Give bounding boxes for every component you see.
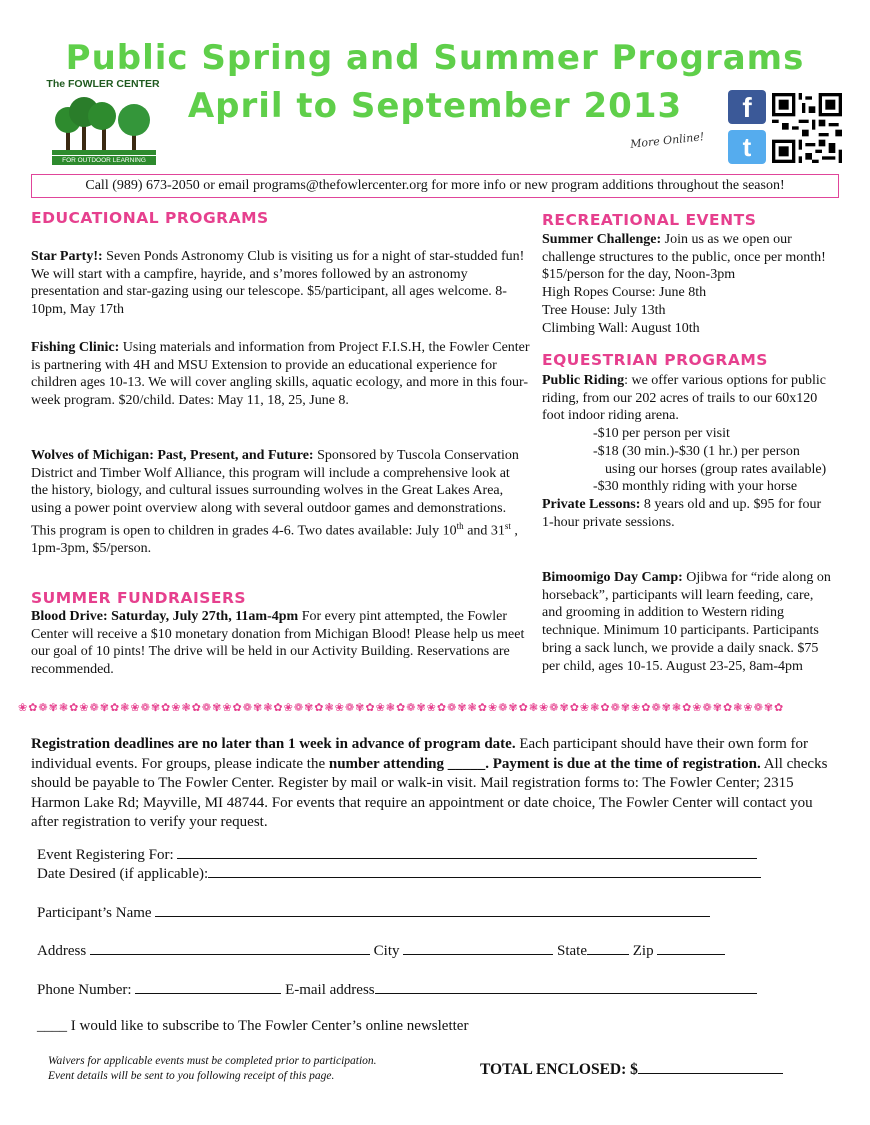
wolves-body: Sponsored by Tuscola Conservation District and Timber Wolf Alliance, this program will include a comprehensive look at the history, biology, and cultural issues surrounding wolves in the Great Lakes Area, using a power point overview along with several outdoor games and demonstrations. This program is open to children in grades 4-6. Two dates available: July 10 xyxy=(31,448,519,539)
wolves-end: , 1pm-3pm, $5/person. xyxy=(31,523,518,557)
participant-label: Participant’s Name xyxy=(37,905,152,921)
fishing-clinic-paragraph xyxy=(31,339,531,410)
email-label: E-mail address xyxy=(285,982,375,998)
more-online-text: More Online! xyxy=(629,130,705,151)
newsletter-label: I would like to subscribe to The Fowler Center’s online newsletter xyxy=(67,1018,469,1034)
registration-text-1: Each participant should have their own form for individual events. For groups, please indicate the xyxy=(31,736,808,772)
price-line: -$30 monthly riding with your horse xyxy=(593,479,798,495)
participant-row xyxy=(37,903,710,922)
registration-text-2: All checks should be payable to The Fowler Center. Register by mail or walk-in visit. Mail registration forms to: The Fowler Center; 2315 Harmon Lake Rd; Mayville, MI 48744. For events that require an appointment or date choice, The Fowler Center will contact you after registration to verify your request. xyxy=(31,755,828,830)
day-camp-paragraph xyxy=(542,569,832,675)
logo-name: The FOWLER CENTER xyxy=(46,78,160,90)
total-label: TOTAL ENCLOSED: $ xyxy=(480,1061,638,1078)
wolves-sup-1: th xyxy=(456,520,464,531)
star-party-paragraph xyxy=(31,248,528,319)
city-label: City xyxy=(373,943,400,959)
title-line-2: April to September 2013 xyxy=(187,86,683,126)
recreational-events-heading: RECREATIONAL EVENTS xyxy=(542,211,757,229)
equestrian-programs-heading: EQUESTRIAN PROGRAMS xyxy=(542,351,768,369)
contact-banner: Call (989) 673-2050 or email programs@thefowlercenter.org for more info or new program additions throughout the season! xyxy=(31,174,839,198)
private-lessons-body: 8 years old and up. $95 for four 1-hour private sessions. xyxy=(542,496,822,530)
wolves-title: Wolves of Michigan: Past, Present, and Future: xyxy=(31,448,314,463)
newsletter-checkbox[interactable]: ____ xyxy=(37,1018,67,1034)
date-label: Date Desired (if applicable): xyxy=(37,866,209,882)
waiver-note: Waivers for applicable events must be completed prior to participation. xyxy=(48,1055,377,1067)
challenge-line: High Ropes Course: June 8th xyxy=(542,285,707,301)
event-row xyxy=(37,845,757,864)
public-riding-title: Public Riding xyxy=(542,373,625,388)
equestrian-paragraph xyxy=(542,372,832,531)
educational-programs-heading: EDUCATIONAL PROGRAMS xyxy=(31,209,269,227)
state-label: State xyxy=(557,943,588,959)
state-field[interactable] xyxy=(587,941,629,955)
twitter-icon[interactable]: t xyxy=(728,130,766,164)
newsletter-row xyxy=(37,1018,468,1035)
participant-field[interactable] xyxy=(155,903,710,917)
logo-subtitle: FOR OUTDOOR LEARNING xyxy=(52,156,156,165)
price-line: -$18 (30 min.)-$30 (1 hr.) per person xyxy=(593,443,800,459)
wolves-and: and 31 xyxy=(463,523,505,539)
trees-icon xyxy=(52,90,156,156)
price-line-cont: using our horses (group rates available) xyxy=(605,461,827,477)
wolves-paragraph xyxy=(31,447,528,558)
phone-field[interactable] xyxy=(135,980,281,994)
address-row xyxy=(37,941,725,960)
event-field[interactable] xyxy=(177,845,757,859)
summer-challenge-body: Join us as we open our challenge structures to the public, once per month! $15/person for the day, Noon-3pm xyxy=(542,232,826,283)
city-field[interactable] xyxy=(403,941,553,955)
address-label: Address xyxy=(37,943,87,959)
public-riding-body: : we offer various options for public riding, from our 202 acres of trails to our 60x120 foot indoor riding arena. xyxy=(542,373,827,424)
registration-paragraph xyxy=(31,735,837,833)
blood-drive-paragraph xyxy=(31,608,528,679)
star-party-body: Seven Ponds Astronomy Club is visiting us for a night of star-studded fun! We will start with a campfire, hayride, and s’mores followed by an astronomy presentation and star-gazing using our telescope. $5/participant, all ages welcome. 8-10pm, May 17th xyxy=(31,249,525,318)
challenge-line: Climbing Wall: August 10th xyxy=(542,320,700,336)
zip-field[interactable] xyxy=(657,941,725,955)
phone-row xyxy=(37,980,757,999)
summer-challenge-paragraph xyxy=(542,231,832,337)
day-camp-title: Bimoomigo Day Camp: xyxy=(542,570,683,585)
fishing-clinic-title: Fishing Clinic: xyxy=(31,340,120,355)
fishing-clinic-body: Using materials and information from Project F.I.S.H, the Fowler Center is partnering with 4H and MSU Extension to provide an educational experience for children ages 10-13. We will cover angling skills, aquatic ecology, and more in this four-week program. $20/child. Dates: May 11, 18, 25, June 8. xyxy=(31,340,530,409)
date-field[interactable] xyxy=(208,864,761,878)
price-line: -$10 per person per visit xyxy=(593,426,730,442)
wolves-sup-2: st xyxy=(504,520,511,531)
qr-code-icon[interactable] xyxy=(772,92,842,164)
summer-challenge-title: Summer Challenge: xyxy=(542,232,662,247)
blood-drive-title: Blood Drive: Saturday, July 27th, 11am-4pm xyxy=(31,609,299,624)
event-details-note: Event details will be sent to you following receipt of this page. xyxy=(48,1070,335,1082)
blood-drive-body: For every pint attempted, the Fowler Center will receive a $10 monetary donation from Michigan Blood! Please help us meet our goal of 10 pints! The drive will be held in our Activity Building. Reservations are recommended. xyxy=(31,609,525,678)
phone-label: Phone Number: xyxy=(37,982,132,998)
email-field[interactable] xyxy=(375,980,757,994)
facebook-icon[interactable]: f xyxy=(728,90,766,124)
total-enclosed xyxy=(480,1060,783,1079)
private-lessons-title: Private Lessons: xyxy=(542,496,641,512)
zip-label: Zip xyxy=(632,943,654,959)
event-label: Event Registering For: xyxy=(37,847,174,863)
date-row xyxy=(37,864,761,883)
summer-fundraisers-heading: SUMMER FUNDRAISERS xyxy=(31,589,247,607)
day-camp-body: Ojibwa for “ride along on horseback”, participants will learn feeding, care, and grooming in addition to Western riding technique. Minimum 10 participants. Participants bring a sack lunch, we provide a daily snack. $75 per child, ages 10-15. August 23-25, 8am-4pm xyxy=(542,570,831,674)
star-party-title: Star Party!: xyxy=(31,249,103,264)
challenge-line: Tree House: July 13th xyxy=(542,302,666,318)
registration-bold-1: Registration deadlines are no later than 1 week in advance of program date. xyxy=(31,736,516,752)
fowler-center-logo xyxy=(44,78,162,170)
title-line-1: Public Spring and Summer Programs xyxy=(65,38,805,78)
address-field[interactable] xyxy=(90,941,370,955)
registration-bold-2: number attending _____. Payment is due at the time of registration. xyxy=(328,755,761,772)
total-field[interactable] xyxy=(638,1060,783,1074)
footer-notes xyxy=(48,1054,377,1084)
flower-divider: ❀✿❁✾❃✿❀❁✾✿❃❀❁✾✿❀❃✿❁✾❀✿❁✾❃✿❀❁✾✿❃❀❁✾✿❀❃✿❁✾❀✿❁✾❃✿❀❁✾✿❃❀❁✾✿❀❃✿❁✾❀✿❁✾❃✿❀❁✾✿❃❀❁✾✿ xyxy=(18,701,785,714)
